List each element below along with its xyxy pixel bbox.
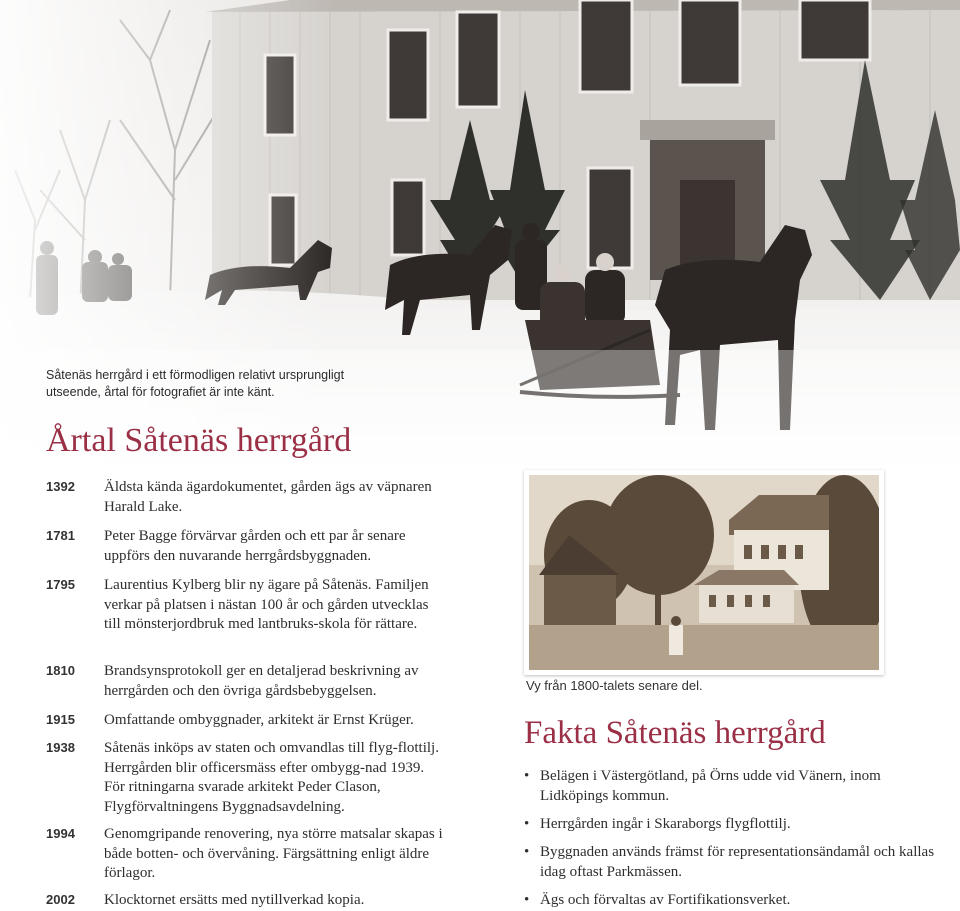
timeline-text: Genomgripande renovering, nya större matsalar skapas i både botten- och övervåning. Färgsättning enligt äldre förlagor. bbox=[104, 826, 443, 881]
timeline-text: Såtenäs inköps av staten och omvandlas till flyg-flottilj. Herrgården blir officersmäss efter ombygg-nad 1939. För ritningarna svarade arkitekt Peder Clason, Flygförvaltningens Byggnadsavdelning. bbox=[104, 740, 439, 815]
facts-title: Fakta Såtenäs herrgård bbox=[524, 715, 826, 751]
timeline-year: 1795 bbox=[46, 577, 75, 592]
fact-text: Herrgården ingår i Skaraborgs flygflottilj. bbox=[540, 816, 791, 832]
timeline-year: 1392 bbox=[46, 479, 75, 494]
timeline-text: Laurentius Kylberg blir ny ägare på Såtenäs. Familjen verkar på platsen i nästan 100 år och gården utvecklas till mönsterjordbruk med lantbruks-skola för rättare. bbox=[104, 577, 429, 632]
bullet: • bbox=[524, 816, 530, 832]
timeline-year: 1915 bbox=[46, 712, 75, 727]
timeline-text: Klocktornet ersätts med nytillverkad kopia. bbox=[104, 892, 365, 908]
timeline-year: 2002 bbox=[46, 892, 75, 907]
fact-text: Byggnaden används främst för representationsändamål och kallas idag oftast Parkmässen. bbox=[540, 844, 935, 880]
timeline-title: Årtal Såtenäs herrgård bbox=[46, 422, 352, 459]
timeline-year: 1938 bbox=[46, 740, 75, 755]
timeline-text: Äldsta kända ägardokumentet, gården ägs av väpnaren Harald Lake. bbox=[104, 479, 432, 515]
photo-caption: Vy från 1800-talets senare del. bbox=[526, 678, 703, 693]
bullet: • bbox=[524, 892, 530, 908]
bullet: • bbox=[524, 768, 530, 784]
list-item bbox=[522, 890, 942, 910]
timeline-text: Peter Bagge förvärvar gården och ett par år senare uppförs den nuvarande herrgårdsbyggnaden. bbox=[104, 528, 406, 564]
timeline-year: 1781 bbox=[46, 528, 75, 543]
fact-text: Ägs och förvaltas av Fortifikationsverket. bbox=[540, 892, 791, 908]
timeline-year: 1994 bbox=[46, 826, 75, 841]
historic-photo bbox=[524, 470, 884, 675]
fact-text: Belägen i Västergötland, på Örns udde vid Vänern, inom Lidköpings kommun. bbox=[540, 768, 881, 804]
list-item bbox=[522, 766, 942, 806]
timeline-text: Brandsynsprotokoll ger en detaljerad beskrivning av herrgården och den övriga gårdsbebyggelsen. bbox=[104, 663, 419, 699]
hero-caption: Såtenäs herrgård i ett förmodligen relativt ursprungligt utseende, årtal för fotografiet är inte känt. bbox=[46, 368, 345, 399]
list-item bbox=[522, 842, 942, 882]
bullet: • bbox=[524, 844, 530, 860]
list-item bbox=[522, 814, 942, 834]
timeline-year: 1810 bbox=[46, 663, 75, 678]
timeline-text: Omfattande ombyggnader, arkitekt är Ernst Krüger. bbox=[104, 712, 414, 728]
